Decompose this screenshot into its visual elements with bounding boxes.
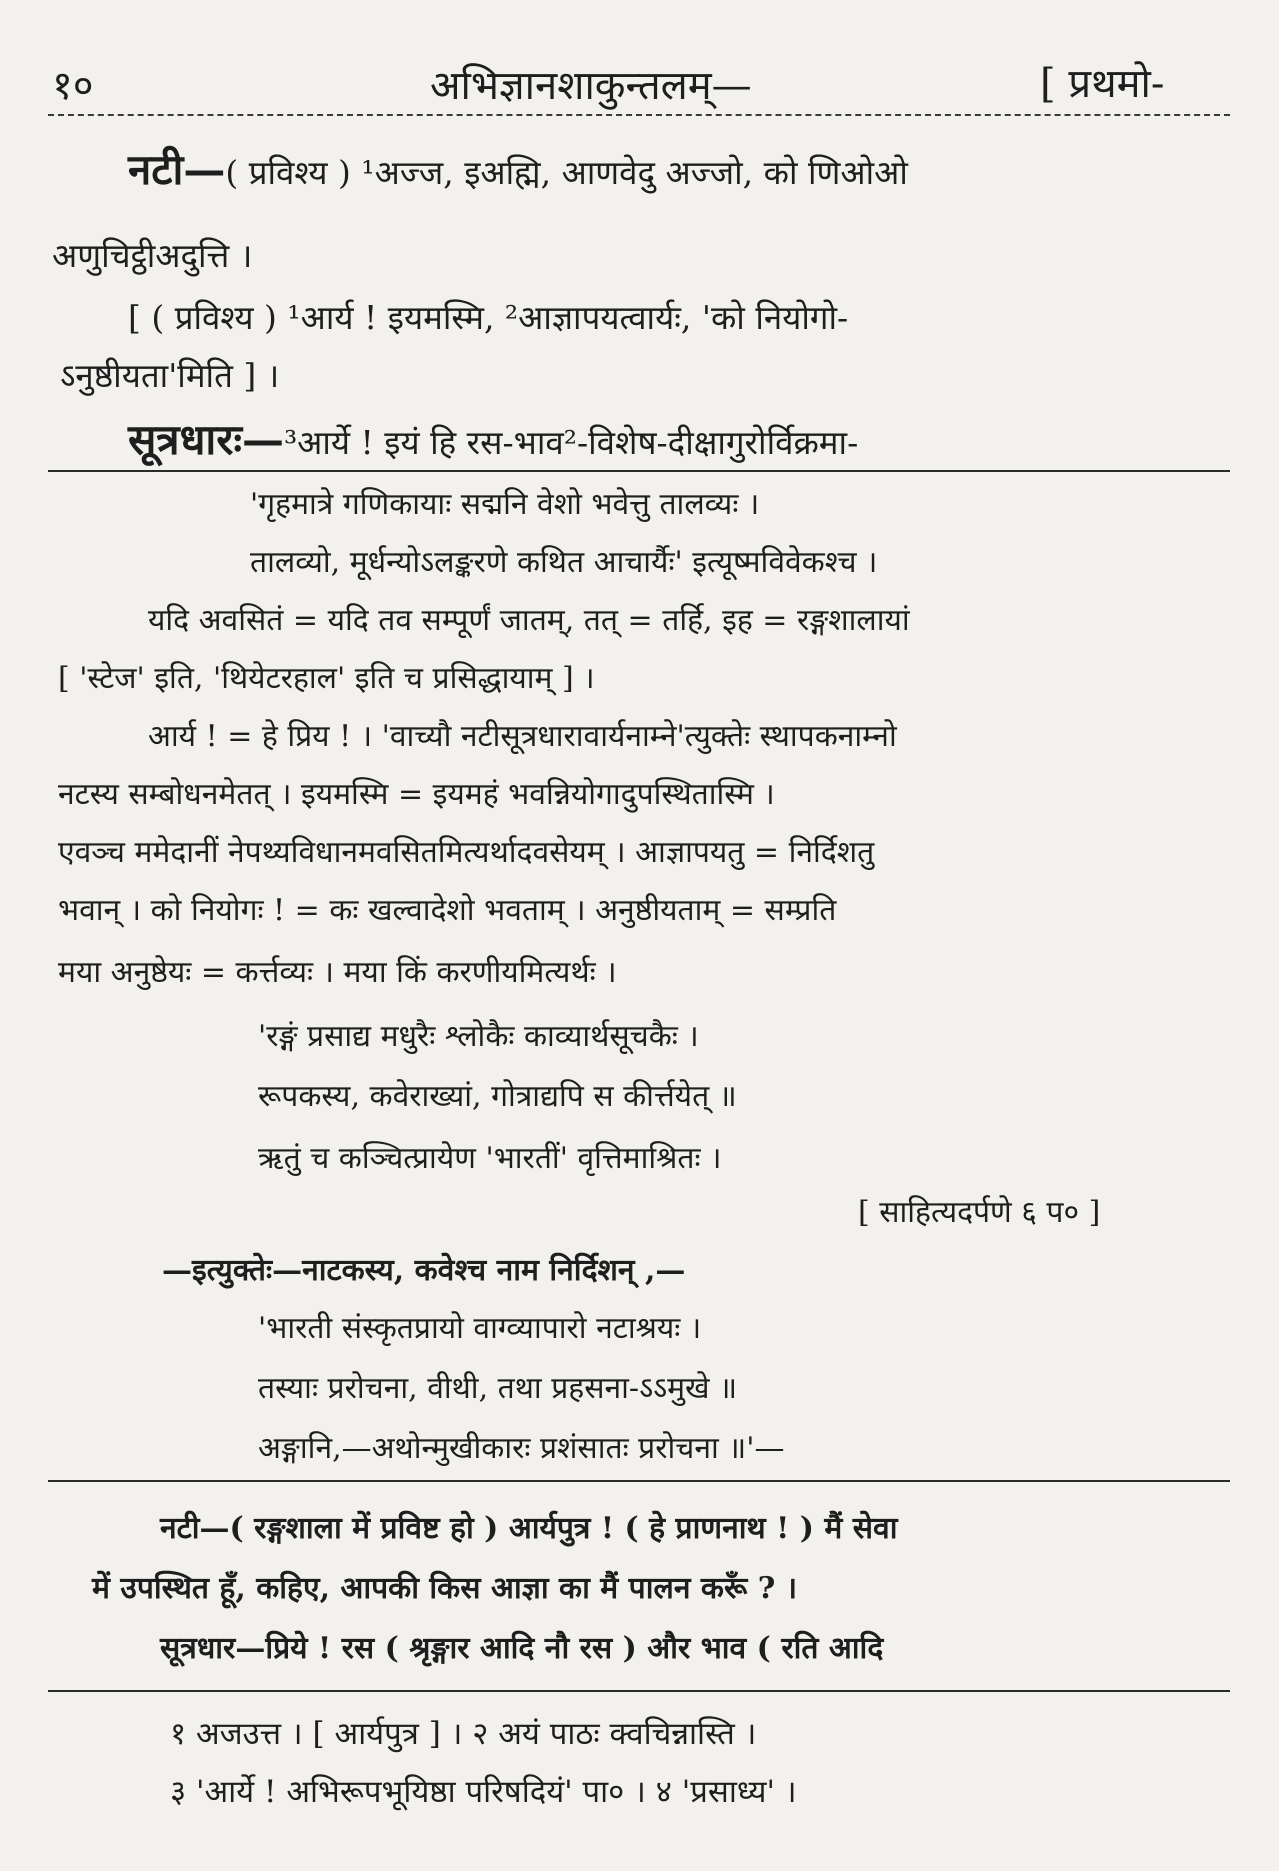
commentary-verse-6: 'भारती संस्कृतप्रायो वाग्व्यापारो नटाश्रयः । [258,1311,702,1346]
hindi-line-3: सूत्रधार—प्रिये ! रस ( श्रृङ्गार आदि नौ रस ) और भाव ( रति आदि [160,1631,884,1666]
commentary-para-2-line-3: एवञ्च ममेदानीं नेपथ्यविधानमवसितमित्यर्थादवसेयम् । आज्ञापयतु = निर्दिशतु [58,835,875,870]
commentary-verse-7: तस्याः प्ररोचना, वीथी, तथा प्रहसना-ऽऽमुखे ॥ [258,1371,738,1406]
commentary-note: —इत्युक्तेः—नाटकस्य, कवेश्च नाम निर्दिशन् ,— [162,1253,686,1288]
commentary-verse-8: अङ्गानि,—अथोन्मुखीकारः प्रशंसातः प्ररोचना ॥'— [258,1431,785,1466]
sanskrit-chaya-line-2: ऽनुष्ठीयता'मिति ] । [60,356,280,395]
commentary-verse-5: ऋतुं च कञ्चित्प्रायेण 'भारतीं' वृत्तिमाश्रितः । [258,1141,722,1176]
commentary-source-citation: [ साहित्यदर्पणे ६ प० ] [858,1195,1101,1230]
speaker-sutradhara: सूत्रधारः— [128,415,284,464]
commentary-verse-2: तालव्यो, मूर्धन्योऽलङ्करणे कथित आचार्यैः' इत्यूष्मविवेकश्च । [250,545,878,580]
hindi-line-1: नटी—( रङ्गशाला में प्रविष्ट हो ) आर्यपुत्र ! ( हे प्राणनाथ ! ) मैं सेवा [160,1511,898,1546]
commentary-verse-3: 'रङ्गं प्रसाद्य मधुरैः श्लोकैः काव्यार्थसूचकैः । [258,1019,699,1054]
prakrit-line-1: नटी—( प्रविश्य ) ¹अज्ज, इअह्मि, आणवेदु अज्जो, को णिओओ [128,145,908,194]
hindi-speaker-nati: नटी— [160,1511,230,1546]
commentary-para-2-line-4: भवान् । को नियोगः ! = कः खल्वादेशो भवताम् । अनुष्ठीयताम् = सम्प्रति [58,893,837,928]
commentary-para-2-line-1: आर्य ! = हे प्रिय ! । 'वाच्यौ नटीसूत्रधारावार्यनाम्ने'त्युक्तेः स्थापकनाम्नो [148,719,897,754]
commentary-verse-1: 'गृहमात्रे गणिकायाः सद्मनि वेशो भवेत्तु तालव्यः । [250,487,760,522]
commentary-para-1-line-2: [ 'स्टेज' इति, 'थियेटरहाल' इति च प्रसिद्धायाम् ] । [58,661,595,696]
hindi-speaker-sutradhara: सूत्रधार— [160,1631,266,1666]
speaker-nati: नटी— [128,145,226,194]
footnote-line-1: १ अजउत्त । [ आर्यपुत्र ] । २ अयं पाठः क्वचिन्नास्ति । [170,1716,757,1752]
footnote-divider [48,1690,1230,1692]
footnote-line-2: ३ 'आर्ये ! अभिरूपभूयिष्ठा परिषदियं' पा० । ४ 'प्रसाध्य' । [170,1774,797,1810]
page-number: १० [52,63,94,109]
prakrit-line-2: अणुचिट्ठीअदुत्ति । [52,236,253,275]
running-title: अभिज्ञानशाकुन्तलम्— [430,63,752,109]
hindi-line-2: में उपस्थित हूँ, कहिए, आपकी किस आज्ञा का मैं पालन करूँ ? । [92,1571,798,1606]
commentary-verse-4: रूपकस्य, कवेराख्यां, गोत्राद्यपि स कीर्त्तयेत् ॥ [258,1079,737,1114]
header-divider [48,114,1230,116]
commentary-para-1-line-1: यदि अवसितं = यदि तव सम्पूर्णं जातम्, तत् = तर्हि, इह = रङ्गशालायां [148,603,910,638]
commentary-para-2-line-2: नटस्य सम्बोधनमेतत् । इयमस्मि = इयमहं भवन्नियोगादुपस्थितास्मि । [58,777,775,812]
section-divider-1 [48,470,1230,472]
sutradhara-line: सूत्रधारः—³आर्ये ! इयं हि रस-भाव²-विशेष-दीक्षागुरोर्विक्रमा- [128,415,859,464]
section-marker: [ प्रथमो- [1040,61,1165,107]
commentary-para-2-line-5: मया अनुष्ठेयः = कर्त्तव्यः । मया किं करणीयमित्यर्थः । [58,955,617,990]
sanskrit-chaya-line-1: [ ( प्रविश्य ) ¹आर्य ! इयमस्मि, ²आज्ञापयत्वार्यः, 'को नियोगो- [128,298,849,337]
section-divider-2 [48,1480,1230,1482]
